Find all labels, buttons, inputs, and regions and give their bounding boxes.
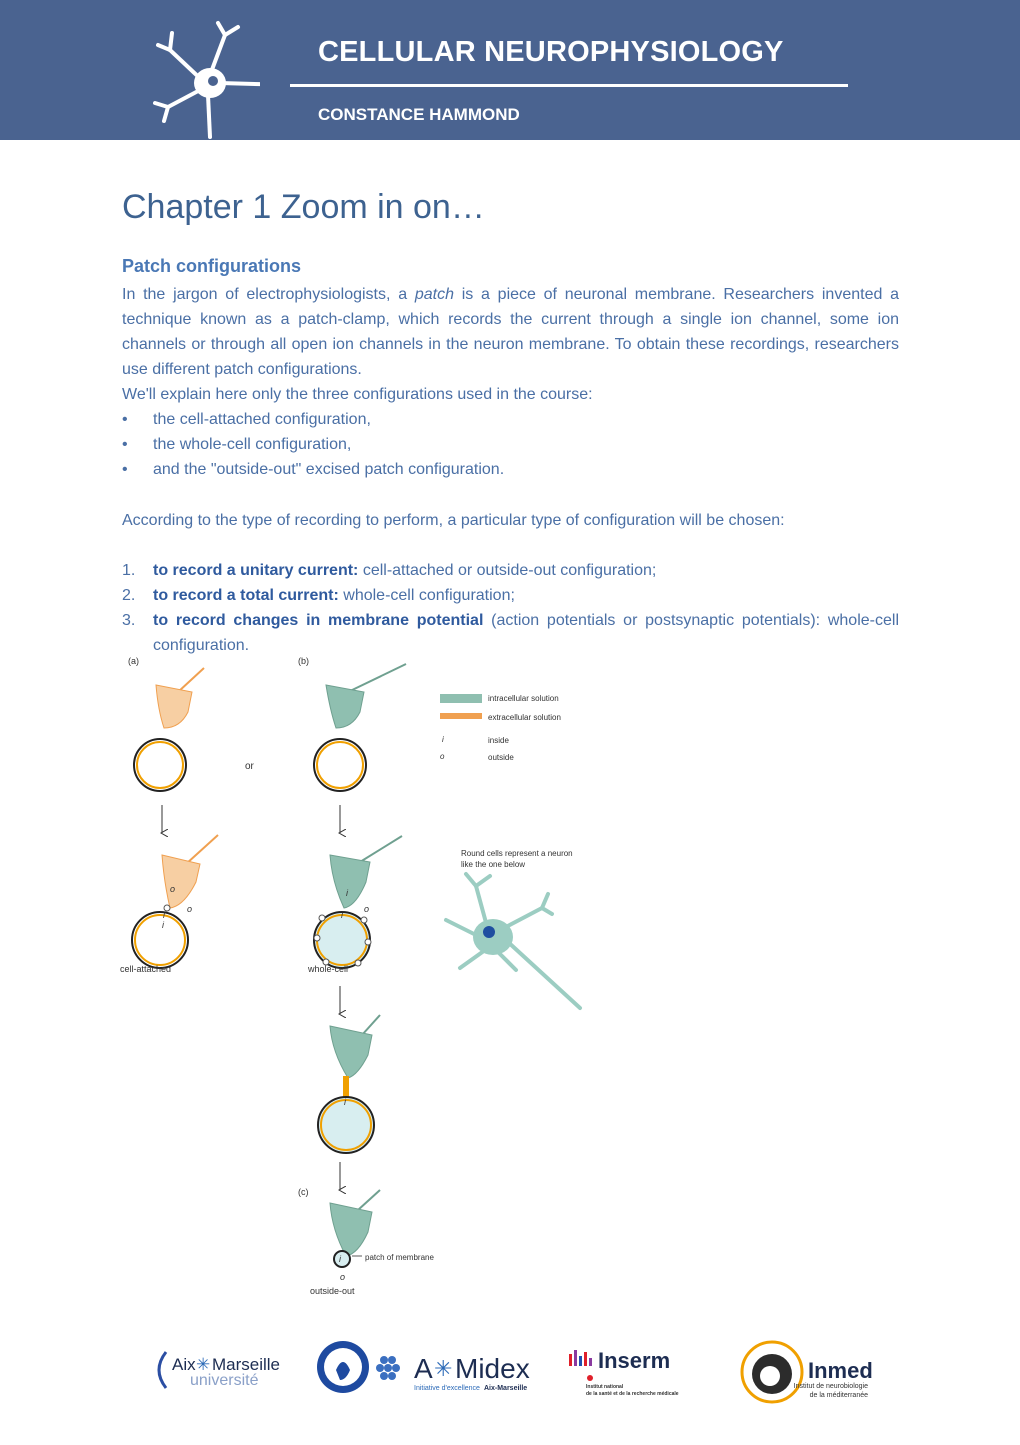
inmed-sub-1: Institut de neurobiologie xyxy=(793,1383,868,1390)
choice-paragraph: According to the type of recording to perform, a particular type of configuration will be chosen: xyxy=(122,512,785,529)
amidex-sub-2: Aix-Marseille xyxy=(484,1385,528,1392)
membrane-patch xyxy=(334,1251,350,1267)
logo-strip xyxy=(0,1340,1020,1440)
list-number: 2. xyxy=(122,587,136,604)
list-number: 3. xyxy=(122,612,136,629)
channel-icon xyxy=(319,915,325,921)
i-label: i xyxy=(341,910,343,920)
list-item-bold: to record a total current: xyxy=(153,587,339,604)
section-title: Patch configurations xyxy=(122,256,302,276)
investissements-avenir-logo xyxy=(317,1341,369,1393)
intro-text-part2: is a piece of neuronal membrane. Researchers invented a technique known as a patch-clamp, which records the current through a single ion channel, some ion channels or through all open ion channels in the neuron membrane. To obtain these recordings, researchers use different patch configurations. xyxy=(122,286,900,378)
title-divider xyxy=(290,84,848,87)
i-label: i xyxy=(162,920,164,930)
whole-cell-label: whole-cell xyxy=(308,964,349,974)
list-item-bold: to record changes in membrane potential xyxy=(153,612,484,629)
legend-intracellular-swatch xyxy=(440,694,482,703)
i-label: i xyxy=(344,1097,346,1107)
amidex-sub-1: Initiative d'excellence xyxy=(414,1385,480,1392)
patch-label: patch of membrane xyxy=(365,1253,434,1262)
recording-type-list xyxy=(122,558,899,658)
legend-extracellular-swatch xyxy=(440,713,482,719)
cell-attached-label: cell-attached xyxy=(120,964,172,974)
amu-text-2: Marseille xyxy=(212,1355,281,1374)
amidex-text-a: A xyxy=(414,1353,433,1384)
patch-configuration-figure xyxy=(118,650,618,1305)
channel-icon xyxy=(365,939,371,945)
header-banner xyxy=(0,0,1020,140)
legend-extracellular-label: extracellular solution xyxy=(488,713,561,722)
channel-icon xyxy=(314,935,320,941)
bullet-icon: • xyxy=(122,436,128,453)
pipette-excising xyxy=(330,1015,380,1098)
list-item-text: and the "outside-out" excised patch configuration. xyxy=(153,461,505,478)
neuron-logo-icon xyxy=(150,15,260,140)
chapter-title: Chapter 1 Zoom in on… xyxy=(122,188,485,226)
aix-marseille-logo xyxy=(159,1352,280,1389)
list-item-text: whole-cell configuration; xyxy=(338,587,515,604)
neuron-note-line1: Round cells represent a neuron xyxy=(461,849,573,858)
inserm-logo xyxy=(569,1348,679,1397)
list-item xyxy=(122,432,899,457)
footer-logos xyxy=(0,1340,1020,1440)
inserm-sub-2: de la santé et de la recherche médicale xyxy=(586,1391,679,1397)
inmed-sub-2: de la méditerranée xyxy=(809,1392,868,1399)
intro-text-part1: In the jargon of electrophysiologists, a xyxy=(122,286,415,303)
intro-paragraph xyxy=(122,282,899,382)
legend-inside-label: inside xyxy=(488,736,509,745)
bullet-icon: • xyxy=(122,411,128,428)
amidex-text-midex: Midex xyxy=(455,1353,530,1384)
list-item xyxy=(122,407,899,432)
pipette-cell-attached xyxy=(162,835,218,908)
list-number: 1. xyxy=(122,562,136,579)
channel-icon xyxy=(355,960,361,966)
list-item-bold: to record a unitary current: xyxy=(153,562,359,579)
legend-intracellular-label: intracellular solution xyxy=(488,694,559,703)
panel-c-label: (c) xyxy=(298,1187,309,1197)
o-label: o xyxy=(170,884,176,894)
intro-emphasis: patch xyxy=(414,286,454,303)
inmed-logo xyxy=(742,1342,873,1402)
legend-i-symbol: i xyxy=(442,735,444,744)
panel-a-label: (a) xyxy=(128,656,139,666)
amu-text-1: Aix xyxy=(172,1355,196,1374)
list-item-text: (action potentials or postsynaptic potentials): whole-cell configuration. xyxy=(153,612,899,654)
amidex-logo xyxy=(376,1353,530,1392)
cell-b-top xyxy=(314,739,366,791)
bullet-icon: • xyxy=(122,461,128,478)
list-item-text: the whole-cell configuration, xyxy=(153,436,352,453)
pipette-outside-out xyxy=(330,1190,380,1256)
main-title: CELLULAR NEUROPHYSIOLOGY xyxy=(318,36,784,68)
list-item xyxy=(122,457,899,482)
pipette-b-top xyxy=(326,664,406,728)
amu-text-3: université xyxy=(190,1372,259,1389)
or-label: or xyxy=(245,761,254,772)
pipette-whole-cell xyxy=(330,836,402,908)
i-label: i xyxy=(339,1254,341,1264)
neuron-note-line2: like the one below xyxy=(461,860,526,869)
legend-outside-label: outside xyxy=(488,753,514,762)
list-item xyxy=(122,558,899,583)
inmed-text: Inmed xyxy=(808,1358,873,1383)
cell-attached-cell xyxy=(132,912,188,968)
list-item xyxy=(122,583,899,608)
o-label: o xyxy=(340,1272,346,1282)
list-item-text: cell-attached or outside-out configuration; xyxy=(358,562,657,579)
panel-b-label: (b) xyxy=(298,656,309,666)
channel-icon xyxy=(361,917,367,923)
inserm-sub-1: Institut national xyxy=(586,1384,624,1390)
outside-out-label: outside-out xyxy=(310,1286,355,1296)
explain-line: We'll explain here only the three configurations used in the course: xyxy=(122,386,593,403)
author-name: CONSTANCE HAMMOND xyxy=(318,105,520,124)
i-label: i xyxy=(346,888,348,898)
amu-star-icon: ✳ xyxy=(196,1355,211,1374)
excising-cell xyxy=(318,1097,374,1153)
pipette-a-top xyxy=(156,668,204,728)
o-label: o xyxy=(364,904,370,914)
configuration-list xyxy=(122,407,899,482)
o-label: o xyxy=(187,904,193,914)
nucleus-icon xyxy=(483,926,495,938)
legend-o-symbol: o xyxy=(440,752,445,761)
neuron-illustration xyxy=(446,874,580,1008)
figure-canvas xyxy=(118,650,618,1305)
i-label: i xyxy=(163,910,165,920)
amidex-star-icon: ✳ xyxy=(434,1356,453,1381)
inserm-text: Inserm xyxy=(598,1348,671,1373)
list-item-text: the cell-attached configuration, xyxy=(153,411,371,428)
cell-a-top xyxy=(134,739,186,791)
